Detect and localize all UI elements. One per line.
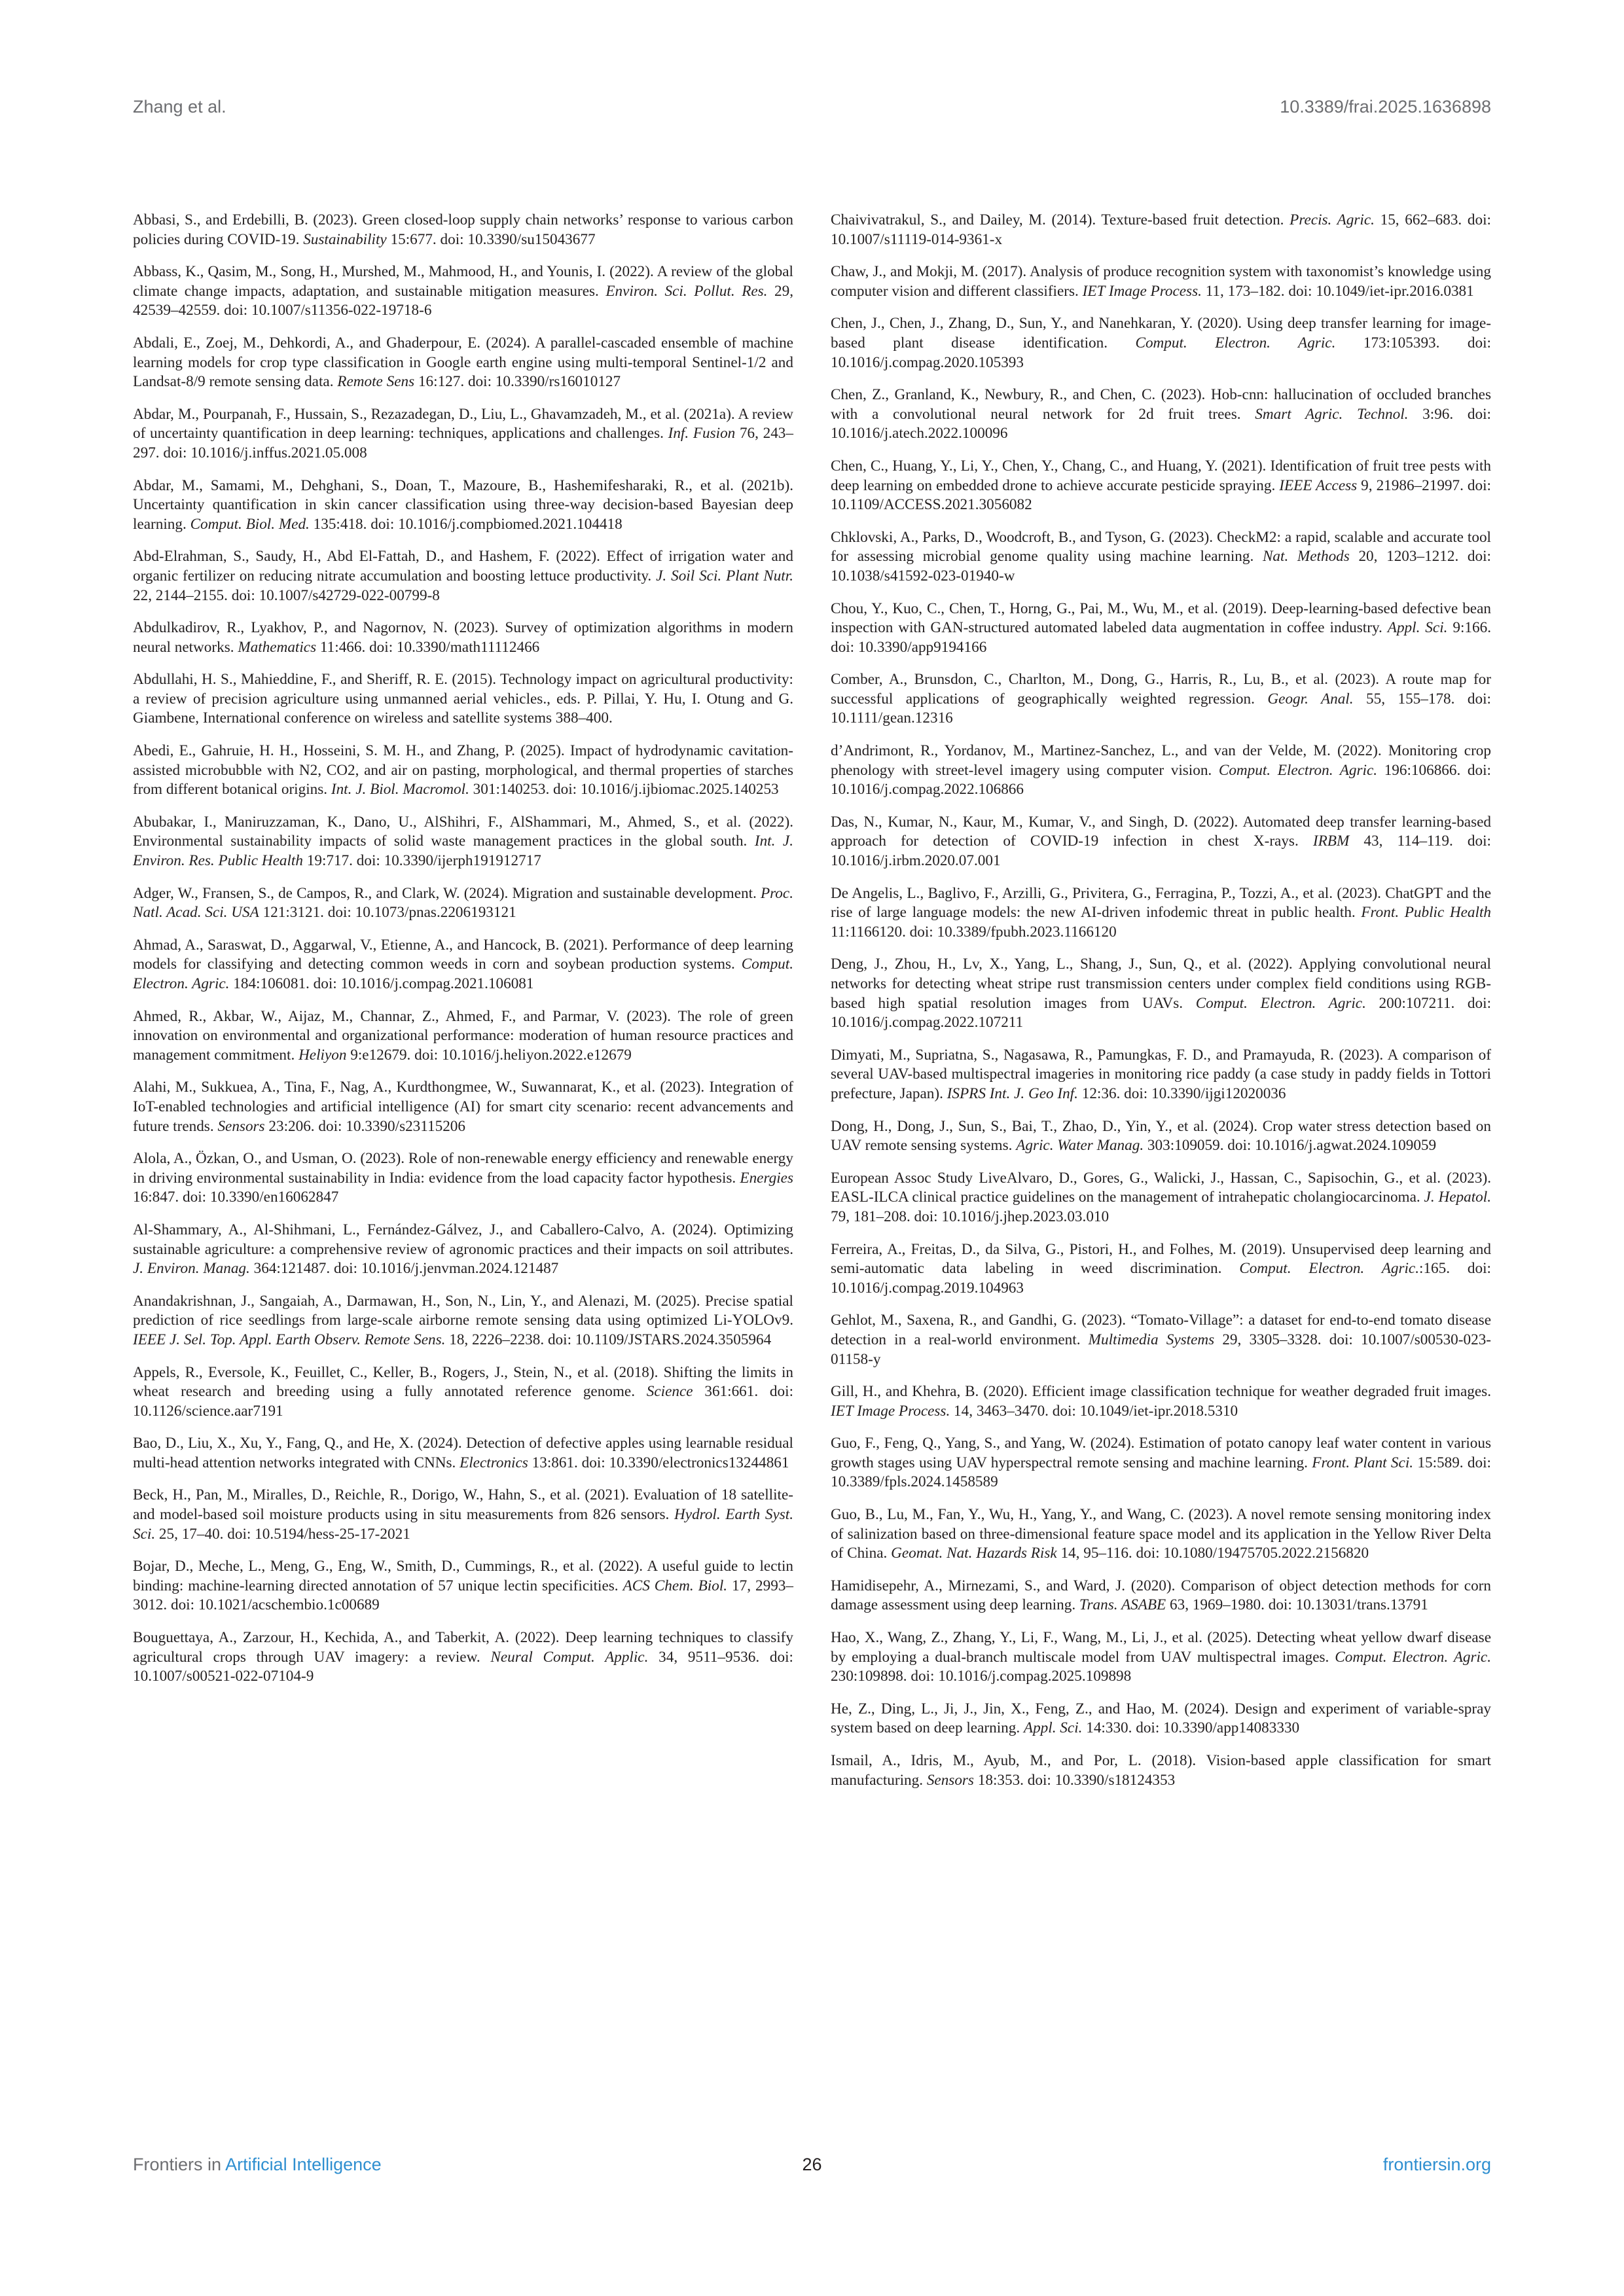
reference-details: 200:107211. doi: 10.1016/j.compag.2022.107211 (831, 994, 1492, 1031)
reference-journal: IET Image Process. (831, 1402, 950, 1420)
reference-text: Das, N., Kumar, N., Kaur, M., Kumar, V., and Singh, D. (2022). Automated deep transfer learning-based approach for detection of COVID-19 infection in chest X-rays. (831, 813, 1491, 850)
reference-journal: Electronics (460, 1454, 528, 1471)
reference-details: 15:589. doi: 10.3389/fpls.2024.1458589 (831, 1454, 1491, 1491)
reference-entry (831, 884, 1491, 942)
references-column-right (831, 211, 1491, 1803)
reference-details: 301:140253. doi: 10.1016/j.ijbiomac.2025.140253 (469, 781, 779, 798)
reference-journal: Heliyon (298, 1046, 347, 1064)
reference-text: Alahi, M., Sukkuea, A., Tina, F., Nag, A., Kurdthongmee, W., Suwannarat, K., et al. (2023). Integration of IoT-enabled technologies and artificial intelligence (AI) for smart city scenario: recent advancements and future trends. (133, 1079, 793, 1135)
running-header-doi: 10.3389/frai.2025.1636898 (1280, 97, 1491, 117)
reference-journal: Comput. Electron. Agric. (1239, 1260, 1420, 1278)
reference-entry (133, 211, 793, 249)
reference-journal: Comput. Electron. Agric. (1218, 761, 1378, 779)
reference-journal: Sensors (926, 1771, 974, 1789)
reference-journal: J. Hepatol. (1424, 1189, 1491, 1206)
reference-text: Abubakar, I., Maniruzzaman, K., Dano, U., AlShihri, F., AlShammari, M., Ahmed, S., et al. (2022). Environmental sustainability impacts of solid waste management practices in the global south. (133, 813, 793, 850)
reference-text: Bojar, D., Meche, L., Meng, G., Eng, W., Smith, D., Cummings, R., et al. (2022). A useful guide to lectin binding: machine-learning directed annotation of 57 unique lectin specificities. (133, 1558, 793, 1594)
reference-entry (831, 386, 1491, 444)
reference-text: Abdali, E., Zoej, M., Dehkordi, A., and Ghaderpour, E. (2024). A parallel-cascaded ensemble of machine learning models for crop type classification in Google earth engine using multi-temporal Sentinel-1/2 and Landsat-8/9 remote sensing data. (133, 334, 793, 391)
reference-journal: Comput. Biol. Med. (190, 515, 310, 533)
reference-text: De Angelis, L., Baglivo, F., Arzilli, G., Privitera, G., Ferragina, P., Tozzi, A., et al. (2023). ChatGPT and the rise of large language models: the new AI-driven infodemic threat in public health. (831, 884, 1491, 922)
reference-details: 11:1166120. doi: 10.3389/fpubh.2023.1166120 (831, 923, 1117, 941)
reference-text: Gill, H., and Khehra, B. (2020). Efficient image classification technique for weather degraded fruit images. (831, 1383, 1491, 1401)
reference-journal: Inf. Fusion (668, 425, 736, 442)
reference-journal: IET Image Process. (1082, 282, 1202, 300)
reference-text: Ismail, A., Idris, M., Ayub, M., and Por, L. (2018). Vision-based apple classification for smart manufacturing. (831, 1752, 1491, 1789)
reference-entry (831, 1700, 1491, 1738)
footer-site-link[interactable]: frontiersin.org (1382, 2155, 1491, 2174)
reference-details: 121:3121. doi: 10.1073/pnas.2206193121 (259, 904, 516, 922)
reference-text: d’Andrimont, R., Yordanov, M., Martinez-Sanchez, L., and van der Velde, M. (2022). Monitoring crop phenology with street-level imagery using computer vision. (831, 742, 1491, 779)
reference-journal: IRBM (1312, 833, 1350, 850)
reference-journal: Geogr. Anal. (1267, 690, 1354, 708)
reference-journal: ACS Chem. Biol. (623, 1577, 728, 1594)
reference-details: 196:106866. doi: 10.1016/j.compag.2022.106866 (831, 761, 1491, 798)
reference-entry (831, 742, 1491, 800)
reference-journal: Geomat. Nat. Hazards Risk (891, 1545, 1057, 1562)
reference-entry (831, 670, 1491, 728)
reference-details: 16:847. doi: 10.3390/en16062847 (133, 1189, 339, 1206)
reference-text: Abbasi, S., and Erdebilli, B. (2023). Green closed-loop supply chain networks’ response to various carbon policies during COVID-19. (133, 211, 793, 248)
reference-text: Alola, A., Özkan, O., and Usman, O. (2023). Role of non-renewable energy efficiency and renewable energy in driving environmental sustainability in India: evidence from the load capacity factor hypothesis. (133, 1150, 793, 1187)
reference-entry (133, 547, 793, 605)
reference-text: Gehlot, M., Saxena, R., and Gandhi, G. (2023). “Tomato-Village”: a dataset for end-to-end tomato disease detection in a real-world environment. (831, 1312, 1491, 1348)
reference-details: 184:106081. doi: 10.1016/j.compag.2021.106081 (229, 975, 534, 992)
reference-entry (831, 1117, 1491, 1156)
reference-text: Guo, F., Feng, Q., Yang, S., and Yang, W. (2024). Estimation of potato canopy leaf water content in various growth stages using UAV hyperspectral remote sensing and machine learning. (831, 1435, 1491, 1471)
reference-entry (831, 955, 1491, 1032)
reference-journal: Smart Agric. Technol. (1255, 405, 1409, 423)
reference-entry (133, 476, 793, 535)
reference-details: 63, 1969–1980. doi: 10.13031/trans.13791 (1166, 1596, 1428, 1614)
reference-details: 14, 3463–3470. doi: 10.1049/iet-ipr.2018.5310 (950, 1402, 1238, 1420)
reference-details: 14, 95–116. doi: 10.1080/19475705.2022.2156820 (1056, 1545, 1369, 1562)
reference-entry (133, 1221, 793, 1279)
reference-details: 25, 17–40. doi: 10.5194/hess-25-17-2021 (155, 1525, 410, 1543)
reference-details: 135:418. doi: 10.1016/j.compbiomed.2021.104418 (309, 515, 623, 533)
reference-journal: Trans. ASABE (1079, 1596, 1166, 1614)
reference-details: 11, 173–182. doi: 10.1049/iet-ipr.2016.0381 (1201, 282, 1474, 300)
reference-entry (133, 1363, 793, 1422)
reference-journal: Front. Plant Sci. (1312, 1454, 1414, 1471)
reference-entry (133, 1486, 793, 1544)
reference-entry (133, 1434, 793, 1473)
reference-entry (831, 1311, 1491, 1369)
reference-journal: Front. Public Health (1361, 904, 1492, 922)
reference-journal: Mathematics (238, 638, 317, 656)
footer-journal-prefix: Frontiers in (133, 2155, 226, 2174)
reference-details: 13:861. doi: 10.3390/electronics13244861 (528, 1454, 789, 1471)
reference-entry (831, 600, 1491, 658)
reference-details: 22, 2144–2155. doi: 10.1007/s42729-022-00799-8 (133, 586, 440, 604)
reference-entry (831, 528, 1491, 586)
reference-journal: Environ. Sci. Pollut. Res. (605, 282, 768, 300)
reference-entry (133, 1628, 793, 1687)
reference-details: 361:661. doi: 10.1126/science.aar7191 (133, 1383, 794, 1420)
reference-journal: Int. J. Environ. Res. Public Health (133, 833, 793, 870)
reference-journal: Precis. Agric. (1290, 211, 1375, 228)
reference-entry (831, 1382, 1491, 1421)
reference-entry (133, 1557, 793, 1615)
reference-text: Deng, J., Zhou, H., Lv, X., Yang, L., Shang, J., Sun, Q., et al. (2022). Applying convolutional neural networks for detecting wheat stripe rust transmission centers under complex field conditions using RGB-based high spatial resolution images from UAVs. (831, 956, 1491, 1012)
reference-details: 364:121487. doi: 10.1016/j.jenvman.2024.121487 (249, 1260, 559, 1278)
reference-details: 34, 9511–9536. doi: 10.1007/s00521-022-07104-9 (133, 1648, 793, 1685)
reference-entry (831, 314, 1491, 372)
reference-text: Abdar, M., Pourpanah, F., Hussain, S., Rezazadegan, D., Liu, L., Ghavamzadeh, M., et al. (2021a). A review of uncertainty quantification in deep learning: techniques, applications and challenges. (133, 405, 793, 442)
reference-details: 9:166. doi: 10.3390/app9194166 (831, 619, 1491, 656)
reference-entry (133, 262, 793, 321)
reference-journal: Agric. Water Manag. (1016, 1137, 1144, 1155)
reference-text: Al-Shammary, A., Al-Shihmani, L., Fernández-Gálvez, J., and Caballero-Calvo, A. (2024). Optimizing sustainable agriculture: a comprehensive review of agronomic practices and their impacts on soil attributes. (133, 1221, 793, 1258)
reference-journal: Energies (740, 1169, 793, 1187)
reference-journal: Sustainability (303, 230, 387, 248)
reference-entry (831, 457, 1491, 515)
reference-text: Guo, B., Lu, M., Fan, Y., Wu, H., Yang, Y., and Wang, C. (2023). A novel remote sensing monitoring index of salinization based on three-dimensional feature space model and its application in the Yellow River Delta of China. (831, 1506, 1491, 1562)
reference-text: Bao, D., Liu, X., Xu, Y., Fang, Q., and He, X. (2024). Detection of defective apples using learnable residual multi-head attention networks integrated with CNNs. (133, 1435, 793, 1471)
reference-text: Chaw, J., and Mokji, M. (2017). Analysis of produce recognition system with taxonomist’s knowledge using computer vision and different classifiers. (831, 263, 1491, 300)
reference-text: Hamidisepehr, A., Mirnezami, S., and Ward, J. (2020). Comparison of object detection methods for corn damage assessment using deep learning. (831, 1577, 1491, 1614)
reference-text: He, Z., Ding, L., Ji, J., Jin, X., Feng, Z., and Hao, M. (2024). Design and experiment of variable-spray system based on deep learning. (831, 1700, 1491, 1737)
reference-entry (831, 1577, 1491, 1615)
reference-text: Abdar, M., Samami, M., Dehghani, S., Doan, T., Mazoure, B., Hashemifesharaki, R., et al. (2021b). Uncertainty quantification in skin cancer classification using three-way decision-based Bayesian deep learning. (133, 476, 793, 533)
reference-details: 11:466. doi: 10.3390/math11112466 (316, 638, 540, 656)
reference-text: Abd-Elrahman, S., Saudy, H., Abd El-Fattah, D., and Hashem, F. (2022). Effect of irrigation water and organic fertilizer on reducing nitrate accumulation and boosting lettuce productivity. (133, 548, 793, 584)
reference-details: 12:36. doi: 10.3390/ijgi12020036 (1077, 1085, 1286, 1102)
reference-entry (133, 884, 793, 923)
reference-journal: Nat. Methods (1262, 548, 1350, 565)
reference-entry (831, 262, 1491, 301)
reference-details: 76, 243–297. doi: 10.1016/j.inffus.2021.05.008 (133, 425, 793, 461)
reference-entry (831, 1628, 1491, 1687)
reference-details: 18, 2226–2238. doi: 10.1109/JSTARS.2024.3505964 (445, 1331, 772, 1348)
reference-details: 230:109898. doi: 10.1016/j.compag.2025.109898 (831, 1668, 1132, 1685)
reference-entry (133, 405, 793, 463)
reference-journal: IEEE J. Sel. Top. Appl. Earth Observ. Remote Sens. (133, 1331, 446, 1348)
reference-journal: Comput. Electron. Agric. (133, 956, 793, 992)
reference-details: 29, 42539–42559. doi: 10.1007/s11356-022-19718-6 (133, 282, 794, 319)
reference-journal: Remote Sens (337, 373, 415, 391)
reference-details: 20, 1203–1212. doi: 10.1038/s41592-023-01940-w (831, 548, 1491, 584)
reference-entry (831, 1169, 1491, 1227)
reference-entry (831, 813, 1491, 871)
page-number: 26 (802, 2155, 822, 2174)
reference-entry (133, 1078, 793, 1136)
reference-details: :165. doi: 10.1016/j.compag.2019.104963 (831, 1260, 1492, 1297)
reference-journal: Neural Comput. Applic. (490, 1648, 649, 1666)
reference-journal: Sensors (217, 1117, 265, 1135)
reference-details: 3:96. doi: 10.1016/j.atech.2022.100096 (831, 405, 1492, 442)
reference-entry (831, 1505, 1491, 1564)
reference-text: European Assoc Study LiveAlvaro, D., Gores, G., Walicki, J., Hassan, C., Sapisochin, G., et al. (2023). EASL-ILCA clinical practice guidelines on the management of intrahepatic cholangiocarcinoma. (831, 1169, 1491, 1206)
reference-entry (133, 619, 793, 657)
reference-entry (831, 1046, 1491, 1104)
reference-text: Chaivivatrakul, S., and Dailey, M. (2014). Texture-based fruit detection. (831, 211, 1290, 228)
reference-text: Anandakrishnan, J., Sangaiah, A., Darmawan, H., Son, N., Lin, Y., and Alenazi, M. (2025). Precise spatial prediction of rice seedlings from large-scale airborne remote sensing data using optimized Li-YOLOv9. (133, 1292, 793, 1329)
reference-text: Ferreira, A., Freitas, D., da Silva, G., Pistori, H., and Folhes, M. (2019). Unsupervised deep learning and semi-automatic data labeling in weed discrimination. (831, 1240, 1491, 1278)
reference-details: 173:105393. doi: 10.1016/j.compag.2020.105393 (831, 334, 1492, 371)
reference-journal: Comput. Electron. Agric. (1195, 994, 1366, 1012)
reference-text: Abdulkadirov, R., Lyakhov, P., and Nagornov, N. (2023). Survey of optimization algorithms in modern neural networks. (133, 619, 793, 656)
reference-text: Beck, H., Pan, M., Miralles, D., Reichle, R., Dorigo, W., Hahn, S., et al. (2021). Evaluation of 18 satellite- and model-based soil moisture products using in situ measurements from 826 sensors. (133, 1486, 793, 1524)
reference-details: 79, 181–208. doi: 10.1016/j.jhep.2023.03.010 (831, 1208, 1110, 1225)
reference-text: Chen, Z., Granland, K., Newbury, R., and Chen, C. (2023). Hob-cnn: hallucination of occluded branches with a convolutional neural network for 2d fruit trees. (831, 386, 1491, 423)
reference-journal: Proc. Natl. Acad. Sci. USA (133, 884, 793, 922)
reference-journal: IEEE Access (1279, 476, 1358, 494)
reference-details: 18:353. doi: 10.3390/s18124353 (973, 1771, 1176, 1789)
footer-journal-name: Artificial Intelligence (225, 2155, 382, 2174)
reference-entry (133, 1292, 793, 1350)
running-header-authors: Zhang et al. (133, 97, 226, 117)
reference-details: 43, 114–119. doi: 10.1016/j.irbm.2020.07.001 (831, 833, 1491, 870)
reference-entry (133, 670, 793, 728)
reference-text: Dong, H., Dong, J., Sun, S., Bai, T., Zhao, D., Yin, Y., et al. (2024). Crop water stress detection based on UAV remote sensing systems. (831, 1117, 1491, 1155)
reference-text: Abedi, E., Gahruie, H. H., Hosseini, S. M. H., and Zhang, P. (2025). Impact of hydrodynamic cavitation-assisted microbubble with N2, CO2, and air on pasting, morphological, and thermal properties of starches from different botanical origins. (133, 742, 793, 798)
reference-details: 55, 155–178. doi: 10.1111/gean.12316 (831, 690, 1491, 727)
reference-text: Bouguettaya, A., Zarzour, H., Kechida, A., and Taberkit, A. (2022). Deep learning techniques to classify agricultural crops through UAV imagery: a review. (133, 1629, 793, 1666)
reference-text: Chou, Y., Kuo, C., Chen, T., Horng, G., Pai, M., Wu, M., et al. (2019). Deep-learning-based defective bean inspection with GAN-structured automated labeled data augmentation in coffee industry. (831, 600, 1491, 637)
references-column-left (133, 211, 793, 1700)
reference-entry (831, 211, 1491, 249)
reference-entry (133, 1149, 793, 1208)
reference-details: 19:717. doi: 10.3390/ijerph191912717 (302, 852, 541, 870)
reference-journal: ISPRS Int. J. Geo Inf. (947, 1085, 1078, 1102)
reference-details: 23:206. doi: 10.3390/s23115206 (264, 1117, 465, 1135)
reference-entry (831, 1751, 1491, 1790)
reference-journal: Comput. Electron. Agric. (1135, 334, 1336, 351)
reference-details: 29, 3305–3328. doi: 10.1007/s00530-023-01158-y (831, 1331, 1492, 1368)
reference-text: Chen, C., Huang, Y., Li, Y., Chen, Y., Chang, C., and Huang, Y. (2021). Identification of fruit tree pests with deep learning on embedded drone to achieve accurate pesticide spraying. (831, 457, 1491, 494)
reference-journal: Comput. Electron. Agric. (1335, 1648, 1492, 1666)
reference-journal: J. Environ. Manag. (133, 1260, 250, 1278)
reference-text: Abbass, K., Qasim, M., Song, H., Murshed, M., Mahmood, H., and Younis, I. (2022). A review of the global climate change impacts, adaptation, and sustainable mitigation measures. (133, 263, 793, 300)
reference-journal: Science (646, 1383, 693, 1401)
reference-entry (831, 1240, 1491, 1299)
reference-entry (133, 742, 793, 800)
reference-text: Ahmed, R., Akbar, W., Aijaz, M., Channar, Z., Ahmed, F., and Parmar, V. (2023). The role of green innovation on environmental and organizational performance: moderation of human resource practices and management commitment. (133, 1007, 793, 1064)
reference-details: 16:127. doi: 10.3390/rs16010127 (414, 373, 621, 391)
reference-text: Comber, A., Brunsdon, C., Charlton, M., Dong, G., Harris, R., Lu, B., et al. (2023). A route map for successful applications of geographically weighted regression. (831, 671, 1491, 708)
reference-details: 9:e12679. doi: 10.1016/j.heliyon.2022.e12679 (346, 1046, 632, 1064)
reference-text: Chklovski, A., Parks, D., Woodcroft, B., and Tyson, G. (2023). CheckM2: a rapid, scalable and accurate tool for assessing microbial genome quality using machine learning. (831, 528, 1491, 565)
reference-details: 15:677. doi: 10.3390/su15043677 (386, 230, 596, 248)
reference-journal: J. Soil Sci. Plant Nutr. (656, 567, 793, 584)
reference-details: 15, 662–683. doi: 10.1007/s11119-014-9361-x (831, 211, 1491, 248)
reference-journal: Appl. Sci. (1023, 1719, 1083, 1737)
reference-journal: Appl. Sci. (1387, 619, 1448, 637)
reference-text: Dimyati, M., Supriatna, S., Nagasawa, R., Pamungkas, F. D., and Pramayuda, R. (2023). A comparison of several UAV-based multispectral imageries in monitoring rice paddy (a case study in paddy fields in Tottori prefecture, Japan). (831, 1046, 1491, 1102)
reference-entry (133, 936, 793, 994)
reference-text: Appels, R., Eversole, K., Feuillet, C., Keller, B., Rogers, J., Stein, N., et al. (2018). Shifting the limits in wheat research and breeding using a fully annotated reference genome. (133, 1363, 793, 1401)
reference-journal: Int. J. Biol. Macromol. (331, 781, 469, 798)
reference-text: Abdullahi, H. S., Mahieddine, F., and Sheriff, R. E. (2015). Technology impact on agricultural productivity: a review of precision agriculture using unmanned aerial vehicles., eds. P. Pillai, Y. Hu, I. Otung and G. Giambene, International conference on wireless and satellite systems 388–400. (133, 671, 793, 727)
reference-journal: Multimedia Systems (1088, 1331, 1215, 1348)
reference-details: 303:109059. doi: 10.1016/j.agwat.2024.109059 (1144, 1137, 1437, 1155)
reference-text: Ahmad, A., Saraswat, D., Aggarwal, V., Etienne, A., and Hancock, B. (2021). Performance of deep learning models for classifying and detecting common weeds in corn and soybean production systems. (133, 936, 793, 973)
reference-details: 14:330. doi: 10.3390/app14083330 (1082, 1719, 1300, 1737)
reference-text: Hao, X., Wang, Z., Zhang, Y., Li, F., Wang, M., Li, J., et al. (2025). Detecting wheat yellow dwarf disease by employing a dual-branch multiscale model from UAV multispectral images. (831, 1629, 1491, 1666)
reference-text: Adger, W., Fransen, S., de Campos, R., and Clark, W. (2024). Migration and sustainable development. (133, 884, 761, 902)
reference-entry (831, 1434, 1491, 1492)
reference-journal: Hydrol. Earth Syst. Sci. (133, 1506, 793, 1543)
reference-entry (133, 813, 793, 871)
reference-text: Chen, J., Chen, J., Zhang, D., Sun, Y., and Nanehkaran, Y. (2020). Using deep transfer learning for image-based plant disease identification. (831, 315, 1491, 351)
reference-details: 17, 2993–3012. doi: 10.1021/acschembio.1c00689 (133, 1577, 794, 1614)
reference-entry (133, 1007, 793, 1066)
reference-details: 9, 21986–21997. doi: 10.1109/ACCESS.2021.3056082 (831, 476, 1492, 514)
reference-entry (133, 334, 793, 392)
